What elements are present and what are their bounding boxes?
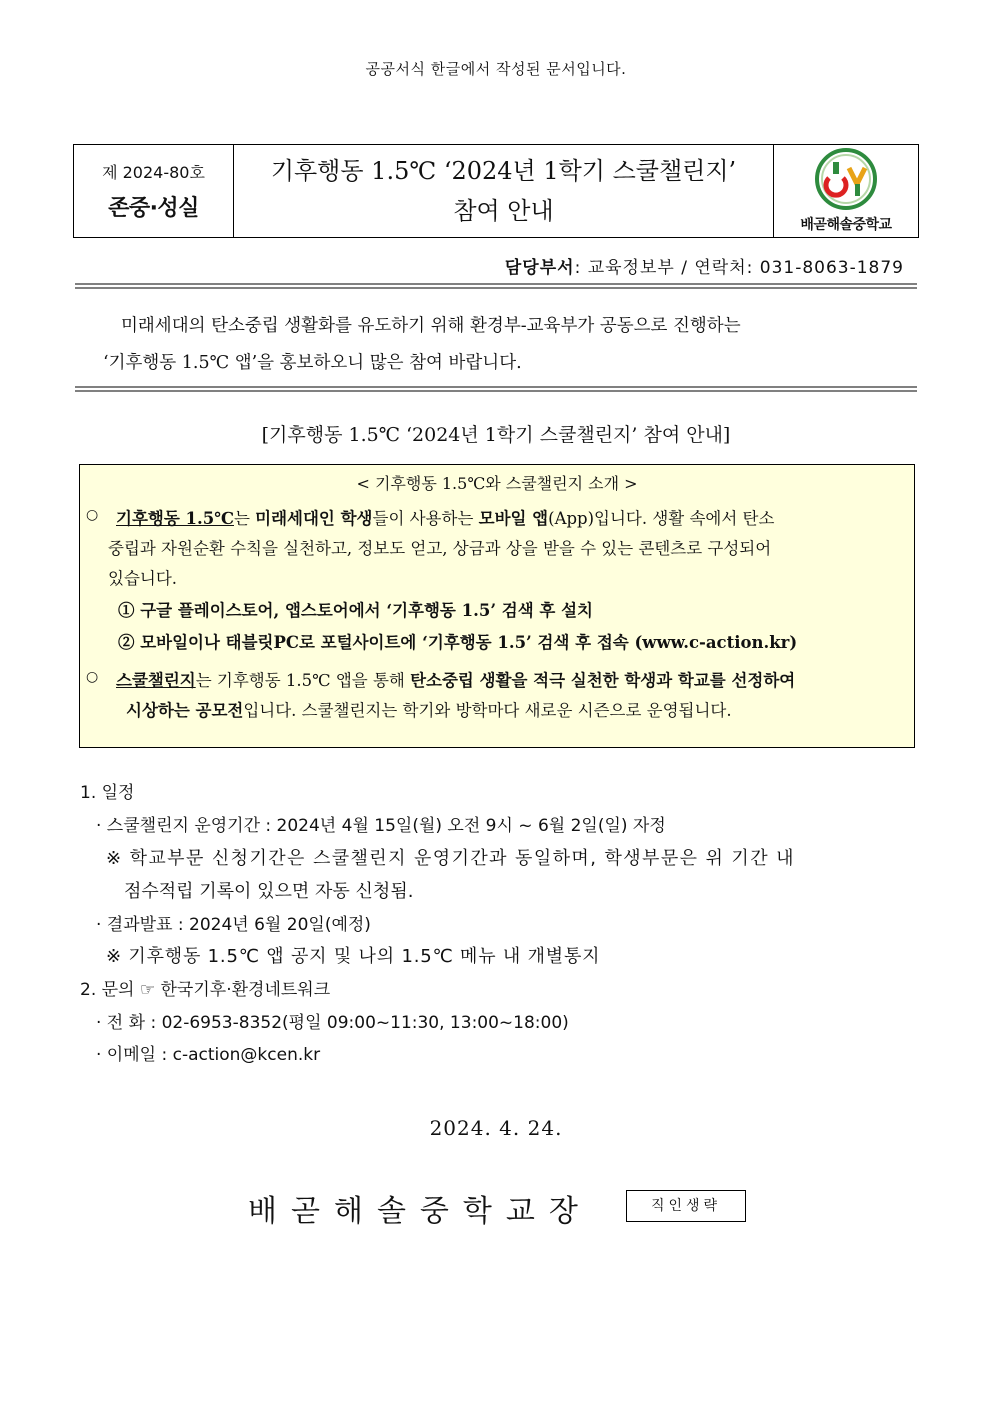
item1-text-3: (App)입니다. 생활 속에서 탄소 bbox=[548, 509, 775, 528]
app-term: 기후행동 1.5℃ bbox=[116, 509, 234, 528]
document-title bbox=[234, 145, 774, 237]
item1-bold-2: 모바일 앱 bbox=[478, 509, 549, 528]
schedule-period: · 스쿨챌린지 운영기간 : 2024년 4월 15일(월) 오전 9시 ~ 6월 2일(일) 자정 bbox=[96, 816, 666, 836]
doc-number-cell bbox=[74, 145, 234, 237]
item1-bold-1: 미래세대인 학생 bbox=[255, 509, 373, 528]
school-logo-name: 배곧해솔중학교 bbox=[800, 217, 892, 233]
school-logo-icon bbox=[813, 148, 879, 210]
item2-text-2: 입니다. 스쿨챌린지는 학기와 방학마다 새로운 시즌으로 운영됩니다. bbox=[243, 701, 732, 720]
step-2-text: ② 모바일이나 태블릿PC로 포털사이트에 ‘기후행동 1.5’ 검색 후 접속 (www.c-action.kr) bbox=[118, 633, 798, 652]
intro-bottom-rule bbox=[75, 386, 917, 392]
inquiry-email: · 이메일 : c-action@kcen.kr bbox=[96, 1045, 321, 1065]
public-form-notice: 공공서식 한글에서 작성된 문서입니다. bbox=[365, 60, 627, 78]
department-info bbox=[505, 253, 904, 278]
department-value: : 교육정보부 / 연락처: 031-8063-1879 bbox=[574, 258, 904, 278]
item2-bold-1: 탄소중립 생활을 적극 실천한 학생과 학교를 선정하여 bbox=[410, 671, 796, 690]
intro-line-1: 미래세대의 탄소중립 생활화를 유도하기 위해 환경부-교육부가 공동으로 진행하는 bbox=[121, 316, 741, 336]
intro-top-rule bbox=[75, 283, 917, 289]
schedule-note-1b: 점수적립 기록이 있으면 자동 신청됨. bbox=[124, 881, 414, 902]
school-challenge-term: 스쿨챌린지 bbox=[116, 671, 196, 690]
item1-text-2: 들이 사용하는 bbox=[372, 509, 479, 528]
doc-number: 제 2024-80호 bbox=[102, 163, 205, 182]
document-date: 2024. 4. 24. bbox=[429, 1116, 563, 1140]
bullet-circle-icon: ○ bbox=[86, 669, 99, 685]
schedule-note-1a: ※ 학교부문 신청기간은 스쿨챌린지 운영기간과 동일하며, 학생부문은 위 기간 내 bbox=[106, 848, 795, 869]
item2-text-1: 는 기후행동 1.5℃ 앱을 통해 bbox=[195, 671, 411, 690]
item2-bold-2: 시상하는 공모전 bbox=[126, 701, 244, 720]
bullet-circle-icon: ○ bbox=[86, 507, 99, 523]
title-line-2: 참여 안내 bbox=[453, 197, 554, 225]
school-motto: 존중·성실 bbox=[108, 196, 199, 221]
intro-line-2: ‘기후행동 1.5℃ 앱’을 홍보하오니 많은 참여 바랍니다. bbox=[103, 353, 522, 373]
section-title: [기후행동 1.5℃ ‘2024년 1학기 스쿨챌린지’ 참여 안내] bbox=[261, 424, 731, 446]
step-1-text: ① 구글 플레이스토어, 앱스토어에서 ‘기후행동 1.5’ 검색 후 설치 bbox=[118, 601, 593, 620]
box-heading: < 기후행동 1.5℃와 스쿨챌린지 소개 > bbox=[356, 474, 638, 493]
schedule-heading: 1. 일정 bbox=[80, 783, 135, 803]
seal-omitted-box: 직인생략 bbox=[626, 1190, 746, 1222]
intro-box bbox=[79, 464, 915, 748]
schedule-result: · 결과발표 : 2024년 6월 20일(예정) bbox=[96, 915, 371, 935]
title-line-1: 기후행동 1.5℃ ‘2024년 1학기 스쿨챌린지’ bbox=[270, 157, 737, 185]
department-label: 담당부서 bbox=[504, 258, 575, 278]
inquiry-heading: 2. 문의 ☞ 한국기후·환경네트워크 bbox=[80, 980, 331, 1000]
schedule-note-2: ※ 기후행동 1.5℃ 앱 공지 및 나의 1.5℃ 메뉴 내 개별통지 bbox=[106, 946, 601, 967]
school-logo-cell bbox=[774, 145, 918, 237]
document-header bbox=[73, 144, 919, 238]
item1-line-3: 있습니다. bbox=[108, 569, 178, 588]
inquiry-phone: · 전 화 : 02-6953-8352(평일 09:00~11:30, 13:00~18:00) bbox=[96, 1013, 569, 1033]
intro-paragraph bbox=[75, 308, 917, 382]
item1-text-1: 는 bbox=[233, 509, 256, 528]
signer-name: 배곧해솔중학교장 bbox=[248, 1194, 592, 1229]
item1-line-2: 중립과 자원순환 수칙을 실천하고, 정보도 얻고, 상금과 상을 받을 수 있는 콘텐츠로 구성되어 bbox=[108, 539, 772, 558]
